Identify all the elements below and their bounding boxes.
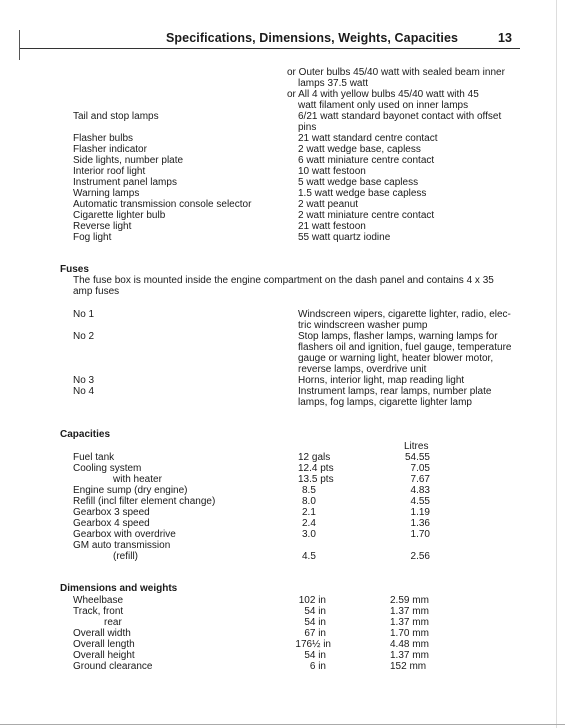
lamp-value: 2 watt peanut: [298, 199, 359, 210]
fuse-label: No 4: [73, 386, 95, 397]
lamp-value: 6/21 watt standard bayonet contact with offset: [298, 111, 502, 122]
dimension-label: Overall height: [73, 650, 135, 661]
dimension-label: Overall width: [73, 628, 131, 639]
capacity-label: Refill (incl filter element change): [73, 496, 216, 507]
capacity-litres: 2.56: [410, 551, 430, 562]
capacity-litres: 7.67: [410, 474, 430, 485]
capacity-value: 8.0: [302, 496, 316, 507]
fuses-intro-line-2: amp fuses: [73, 286, 120, 297]
lamp-label: Flasher indicator: [73, 144, 147, 155]
page-edge: [556, 0, 557, 728]
fuse-label: No 2: [73, 331, 95, 342]
capacity-value: 3.0: [302, 529, 316, 540]
capacity-litres: 1.19: [410, 507, 430, 518]
capacity-label: Cooling system: [73, 463, 142, 474]
capacity-label: GM auto transmission: [73, 540, 171, 551]
capacity-label: Engine sump (dry engine): [73, 485, 188, 496]
fuse-circuit-line: lamps, fog lamps, cigarette lighter lamp: [298, 397, 472, 408]
dimension-label: Ground clearance: [73, 661, 153, 672]
dimension-metric: 152 mm: [390, 661, 427, 672]
capacity-value: 8.5: [302, 485, 316, 496]
dimension-inches: 54 in: [304, 650, 326, 661]
section-heading-fuses: Fuses: [60, 264, 89, 275]
section-heading-dimensions: Dimensions and weights: [60, 583, 178, 594]
page-bottom-edge: [0, 724, 565, 725]
dimension-inches: 67 in: [304, 628, 326, 639]
lamp-value: 2 watt wedge base, capless: [298, 144, 421, 155]
dimension-metric: 2.59 mm: [390, 595, 429, 606]
fuse-circuit-line: flashers oil and ignition, fuel gauge, temperature: [298, 342, 512, 353]
fuse-circuit-line: tric windscreen washer pump: [298, 320, 428, 331]
lamp-value: 21 watt standard centre contact: [298, 133, 438, 144]
capacity-value: 13.5 pts: [298, 474, 334, 485]
lamp-value-continued: pins: [298, 122, 317, 133]
lamp-value: 1.5 watt wedge base capless: [298, 188, 427, 199]
lamp-label: Automatic transmission console selector: [73, 199, 252, 210]
dimension-inches: 102 in: [298, 595, 326, 606]
dimension-metric: 1.37 mm: [390, 617, 429, 628]
lamp-label: Fog light: [73, 232, 112, 243]
fuse-label: No 3: [73, 375, 95, 386]
capacity-label: with heater: [113, 474, 162, 485]
capacity-value: 12.4 pts: [298, 463, 334, 474]
lamp-label: Side lights, number plate: [73, 155, 184, 166]
lamp-alternative-2-line-1: or All 4 with yellow bulbs 45/40 watt with 45: [287, 89, 479, 100]
lamp-value: 6 watt miniature centre contact: [298, 155, 435, 166]
capacity-litres: 4.83: [410, 485, 430, 496]
dimension-label: rear: [104, 617, 122, 628]
capacity-value: 4.5: [302, 551, 316, 562]
fuse-circuit-line: Horns, interior light, map reading light: [298, 375, 465, 386]
fuse-circuit-line: Instrument lamps, rear lamps, number plate: [298, 386, 492, 397]
fuse-circuit-line: gauge or warning light, heater blower motor,: [298, 353, 494, 364]
page-number: 13: [498, 31, 512, 45]
header-rule: [20, 48, 520, 49]
page-title: Specifications, Dimensions, Weights, Capacities: [166, 31, 459, 45]
left-margin-rule: [19, 30, 20, 60]
capacity-label: Fuel tank: [73, 452, 115, 463]
dimension-metric: 1.37 mm: [390, 650, 429, 661]
lamp-alternative-2-line-2: watt filament only used on inner lamps: [298, 100, 469, 111]
lamp-value: 2 watt miniature centre contact: [298, 210, 435, 221]
capacity-label: (refill): [113, 551, 138, 562]
capacity-litres: 54.55: [404, 452, 430, 463]
dimension-metric: 4.48 mm: [390, 639, 429, 650]
fuse-circuit-line: Stop lamps, flasher lamps, warning lamps for: [298, 331, 498, 342]
capacity-label: Gearbox with overdrive: [73, 529, 176, 540]
dimension-metric: 1.37 mm: [390, 606, 429, 617]
section-heading-capacities: Capacities: [60, 429, 111, 440]
capacity-litres: 4.55: [410, 496, 430, 507]
fuse-circuit-line: reverse lamps, overdrive unit: [298, 364, 427, 375]
dimension-label: Wheelbase: [73, 595, 124, 606]
dimension-inches: 6 in: [309, 661, 326, 672]
lamp-label: Tail and stop lamps: [73, 111, 159, 122]
lamp-value: 5 watt wedge base capless: [298, 177, 419, 188]
dimension-metric: 1.70 mm: [390, 628, 429, 639]
lamp-value: 10 watt festoon: [298, 166, 366, 177]
dimension-inches: 54 in: [304, 606, 326, 617]
fuse-circuit-line: Windscreen wipers, cigarette lighter, radio, elec-: [298, 309, 511, 320]
capacity-litres: 1.70: [410, 529, 430, 540]
capacity-litres: 7.05: [410, 463, 430, 474]
lamp-label: Reverse light: [73, 221, 132, 232]
lamp-label: Warning lamps: [73, 188, 140, 199]
capacity-value: 2.4: [302, 518, 316, 529]
lamp-value: 21 watt festoon: [298, 221, 366, 232]
fuses-intro-line-1: The fuse box is mounted inside the engine compartment on the dash panel and contains 4 x 35: [73, 275, 494, 286]
lamp-alternative-1-line-1: or Outer bulbs 45/40 watt with sealed beam inner: [287, 67, 505, 78]
capacity-label: Gearbox 3 speed: [73, 507, 150, 518]
lamp-label: Interior roof light: [73, 166, 146, 177]
dimension-label: Overall length: [73, 639, 135, 650]
litres-column-header: Litres: [404, 441, 429, 452]
dimension-inches: 176½ in: [295, 639, 331, 650]
lamp-label: Cigarette lighter bulb: [73, 210, 166, 221]
lamp-value: 55 watt quartz iodine: [298, 232, 391, 243]
capacity-label: Gearbox 4 speed: [73, 518, 150, 529]
capacity-value: 2.1: [302, 507, 316, 518]
fuse-label: No 1: [73, 309, 95, 320]
capacity-litres: 1.36: [410, 518, 430, 529]
lamp-label: Instrument panel lamps: [73, 177, 177, 188]
dimension-inches: 54 in: [304, 617, 326, 628]
dimension-label: Track, front: [73, 606, 124, 617]
lamp-alternative-1-line-2: lamps 37.5 watt: [298, 78, 369, 89]
lamp-label: Flasher bulbs: [73, 133, 134, 144]
capacity-value: 12 gals: [298, 452, 331, 463]
